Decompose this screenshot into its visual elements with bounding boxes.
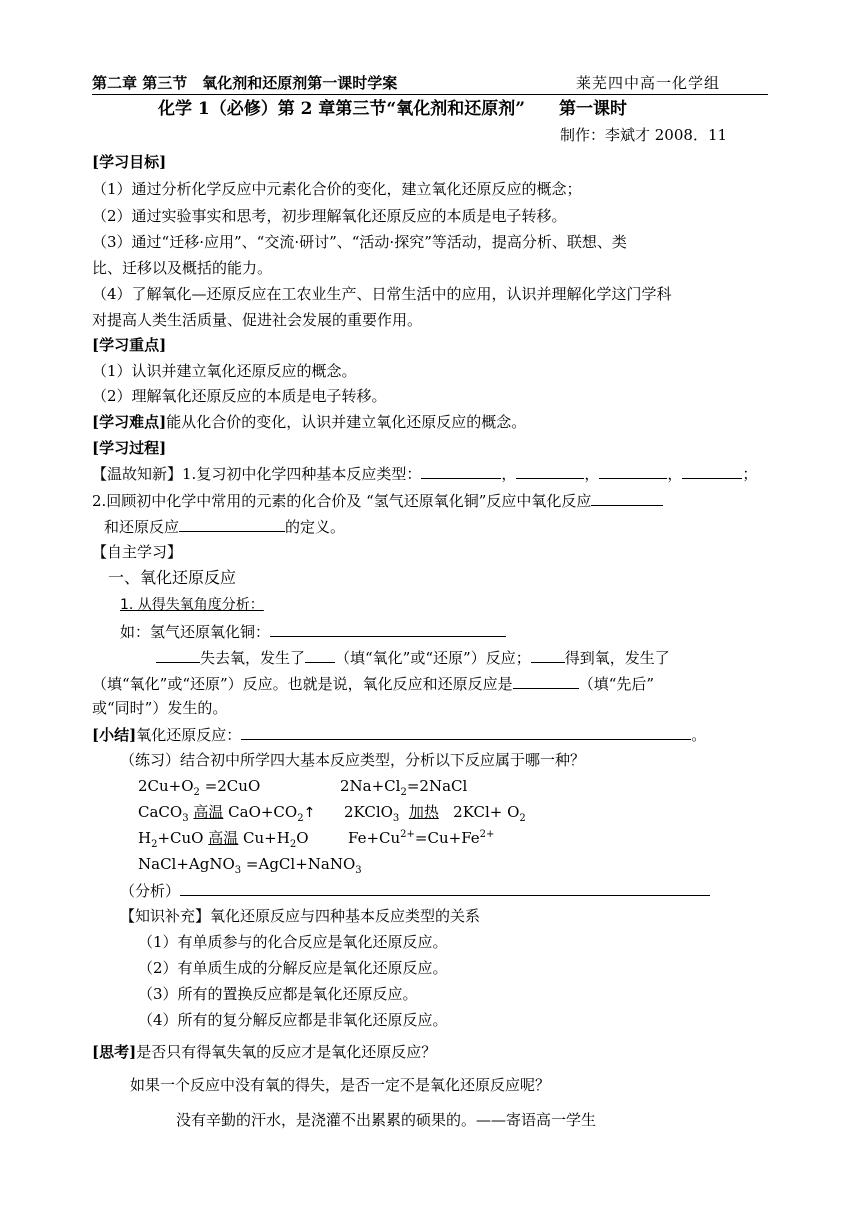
blank-field[interactable] [305, 646, 335, 663]
goals-heading: [学习目标] [92, 153, 167, 171]
header-right: 莱芜四中高一化学组 [576, 74, 721, 92]
summary-line: [小结]氧化还原反应： 。 [92, 723, 706, 746]
section-1-title: 一、氧化还原反应 [108, 568, 237, 587]
difficulty-heading: [学习难点] [92, 413, 167, 431]
supplement-item: （1）有单质参与的化合反应是氧化还原反应。 [138, 933, 448, 951]
equation-3: CaCO$_3$ 高温 $CaO+CO_2↑$ [138, 803, 316, 824]
author-line: 制作：李斌才 2008．11 [560, 126, 728, 144]
blank-field[interactable] [270, 620, 506, 637]
equation-7: NaCl+AgNO$_3$ =AgCl+NaNO$_3$ [138, 855, 362, 876]
blank-field[interactable] [531, 646, 565, 663]
oxidation-line-c: 或“同时”）发生的。 [92, 699, 228, 717]
supplement-item: （3）所有的置换反应都是氧化还原反应。 [138, 985, 418, 1003]
think-label: [思考] [92, 1043, 137, 1061]
page-title: 化学 1（必修）第 2 章第三节“氧化剂和还原剂” 第一课时 [158, 99, 627, 119]
practice-intro: （练习）结合初中所学四大基本反应类型，分析以下反应属于哪一种？ [120, 751, 586, 769]
supplement-heading: 【知识补充】氧化还原反应与四种基本反应类型的关系 [120, 907, 481, 925]
header-rule [92, 94, 768, 95]
analysis-line: （分析） [120, 879, 710, 902]
blank-field[interactable] [513, 672, 579, 689]
gas-arrow-icon: ↑ [303, 805, 316, 821]
think-line-1: [思考]是否只有得氧失氧的反应才是氧化还原反应？ [92, 1043, 437, 1061]
blank-field[interactable] [516, 462, 584, 479]
blank-field[interactable] [156, 646, 200, 663]
blank-field[interactable] [599, 462, 667, 479]
keypoint-item: （1）认识并建立氧化还原反应的概念。 [92, 362, 357, 380]
supplement-item: （4）所有的复分解反应都是非氧化还原反应。 [138, 1011, 448, 1029]
blank-field[interactable] [179, 515, 285, 532]
goal-item: （2）通过实验事实和思考，初步理解氧化还原反应的本质是电子转移。 [92, 207, 567, 225]
blank-field[interactable] [421, 462, 501, 479]
blank-field[interactable] [180, 879, 710, 896]
process-heading: [学习过程] [92, 439, 167, 457]
equation-4: 2KClO$_3$ 加热 $2KCl+ O_2$ [344, 803, 526, 824]
difficulty-text: 能从化合价的变化，认识并建立氧化还原反应的概念。 [166, 413, 527, 431]
review-line-1: 【温故知新】1.复习初中化学四种基本反应类型： ， ， ， ； [92, 462, 757, 485]
blank-field[interactable] [682, 462, 742, 479]
goal-item: （4）了解氧化—还原反应在工农业生产、日常生活中的应用，认识并理解化学这门学科 [92, 285, 672, 303]
self-study-heading: 【自主学习】 [92, 543, 183, 561]
goal-item: 对提高人类生活质量、促进社会发展的重要作用。 [92, 311, 423, 329]
blank-field[interactable] [241, 723, 691, 740]
example-line: 如：氢气还原氧化铜： [120, 620, 506, 643]
equation-5: $H_2+CuO$ 高温 $Cu+H_2O$ [138, 829, 309, 850]
header-left: 第二章 第三节 氧化剂和还原剂第一课时学案 [92, 74, 398, 92]
equation-6: $Fe+Cu^{2+}=Cu+Fe^{2+}$ [348, 829, 495, 847]
equation-1: $2Cu+O_2 =2CuO$ [138, 777, 261, 798]
supplement-item: （2）有单质生成的分解反应是氧化还原反应。 [138, 959, 448, 977]
goal-item: （1）通过分析化学反应中元素化合价的变化，建立氧化还原反应的概念； [92, 180, 582, 198]
review-label: 【温故知新】 [92, 465, 183, 483]
oxidation-line-a: 失去氧，发生了 （填“氧化”或“还原”）反应； 得到氧，发生了 [156, 646, 670, 669]
review-line-2: 2.回顾初中化学中常用的元素的化合价及 “氢气还原氧化铜”反应中氧化反应 [92, 489, 663, 512]
goal-item: 比、迁移以及概括的能力。 [92, 259, 273, 277]
review-line-3: 和还原反应 的定义。 [104, 515, 345, 538]
think-line-2: 如果一个反应中没有氧的得失，是否一定不是氧化还原反应呢？ [130, 1076, 551, 1094]
goal-item: （3）通过“迁移·应用”、“交流·研讨”、“活动·探究”等活动，提高分析、联想、类 [92, 233, 627, 251]
oxidation-line-b: （填“氧化”或“还原”）反应。也就是说，氧化反应和还原反应是 （填“先后” [92, 672, 654, 695]
summary-label: [小结] [92, 726, 137, 744]
subsection-1-1: 1. 从得失氧角度分析： [120, 597, 264, 613]
equation-2: $2Na+Cl_2=2NaCl$ [340, 777, 468, 798]
keypoint-item: （2）理解氧化还原反应的本质是电子转移。 [92, 387, 387, 405]
difficulty-line [92, 411, 526, 433]
review-1-text: 1.复习初中化学四种基本反应类型： [182, 465, 422, 483]
keypoints-heading: [学习重点] [92, 336, 167, 354]
motto: 没有辛勤的汗水，是浇灌不出累累的硕果的。——寄语高一学生 [176, 1111, 597, 1129]
blank-field[interactable] [591, 489, 663, 506]
